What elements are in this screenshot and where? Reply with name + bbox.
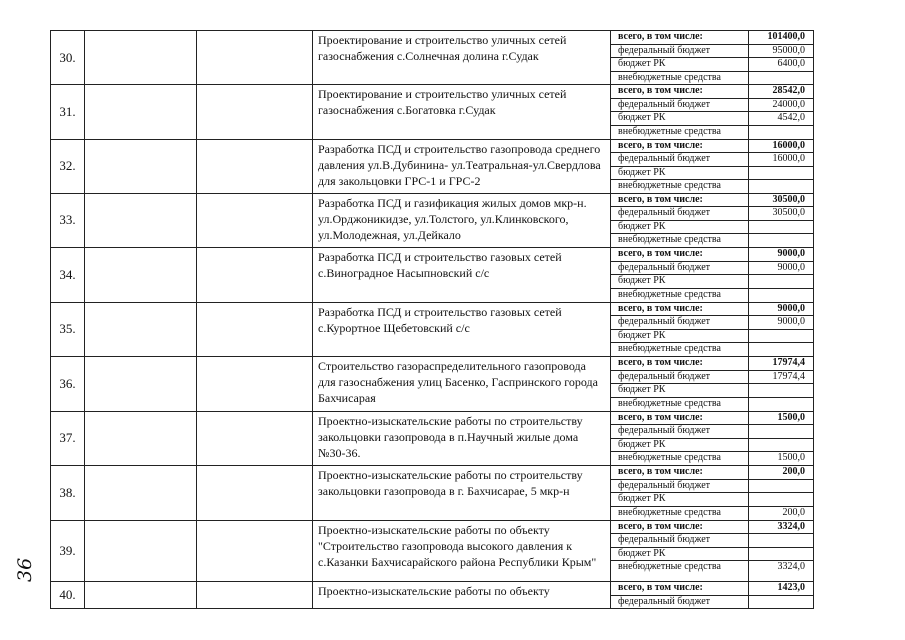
empty-cell [85, 582, 197, 609]
funding-source-label: бюджет РК [611, 166, 749, 180]
funding-source-value: 200,0 [749, 506, 814, 520]
funding-source-value [749, 220, 814, 234]
funding-total-label: всего, в том числе: [611, 31, 749, 45]
funding-source-label: федеральный бюджет [611, 153, 749, 167]
funding-source-label: внебюджетные средства [611, 343, 749, 357]
empty-cell [85, 248, 197, 303]
funding-source-value [749, 384, 814, 398]
funding-source-label: бюджет РК [611, 112, 749, 126]
funding-source-label: внебюджетные средства [611, 397, 749, 411]
funding-source-value: 95000,0 [749, 44, 814, 58]
funding-total-label: всего, в том числе: [611, 193, 749, 207]
funding-total-label: всего, в том числе: [611, 357, 749, 371]
funding-source-label: бюджет РК [611, 547, 749, 561]
funding-source-value [749, 479, 814, 493]
row-number: 31. [51, 85, 85, 140]
funding-source-label: федеральный бюджет [611, 425, 749, 439]
empty-cell [197, 411, 313, 466]
project-name: Проектно-изыскательские работы по строительству закольцовки газопровода в п.Научный жилые дома №30-36. [313, 411, 611, 466]
funding-source-value: 3324,0 [749, 561, 814, 582]
row-number: 30. [51, 31, 85, 85]
funding-source-label: внебюджетные средства [611, 561, 749, 582]
funding-source-value [749, 71, 814, 85]
funding-source-value [749, 547, 814, 561]
table-row [51, 85, 814, 99]
funding-source-label: федеральный бюджет [611, 261, 749, 275]
funding-source-label: бюджет РК [611, 58, 749, 72]
row-number: 38. [51, 466, 85, 521]
table-row [51, 31, 814, 45]
row-number: 34. [51, 248, 85, 303]
funding-total-label: всего, в том числе: [611, 582, 749, 596]
funding-source-label: федеральный бюджет [611, 534, 749, 548]
project-name: Проектно-изыскательские работы по объекту "Строительство газопровода высокого давления к с.Казанки Бахчисарайского района Республики Крым" [313, 520, 611, 582]
project-name: Разработка ПСД и газификация жилых домов мкр-н. ул.Орджоникидзе, ул.Толстого, ул.Клинковского, ул.Молодежная, ул.Дейкало [313, 193, 611, 248]
empty-cell [197, 31, 313, 85]
row-number: 33. [51, 193, 85, 248]
funding-total-value: 1500,0 [749, 411, 814, 425]
table-row [51, 248, 814, 262]
table-body [51, 31, 814, 609]
empty-cell [197, 85, 313, 140]
funding-source-value: 24000,0 [749, 98, 814, 112]
row-number: 32. [51, 139, 85, 193]
row-number: 35. [51, 302, 85, 357]
table-row [51, 411, 814, 425]
empty-cell [85, 357, 197, 412]
funding-source-label: внебюджетные средства [611, 71, 749, 85]
funding-source-value: 1500,0 [749, 452, 814, 466]
table-row [51, 582, 814, 596]
funding-source-label: внебюджетные средства [611, 125, 749, 139]
funding-total-value: 28542,0 [749, 85, 814, 99]
funding-source-value [749, 125, 814, 139]
empty-cell [85, 139, 197, 193]
funding-source-label: федеральный бюджет [611, 207, 749, 221]
project-name: Проектно-изыскательские работы по строительству закольцовки газопровода в г. Бахчисарае, 5 мкр-н [313, 466, 611, 521]
funding-source-value [749, 397, 814, 411]
funding-total-value: 200,0 [749, 466, 814, 480]
table-row [51, 520, 814, 534]
empty-cell [197, 193, 313, 248]
funding-source-label: бюджет РК [611, 384, 749, 398]
funding-total-value: 9000,0 [749, 302, 814, 316]
budget-table [50, 30, 814, 609]
funding-source-value: 4542,0 [749, 112, 814, 126]
table-row [51, 357, 814, 371]
empty-cell [197, 466, 313, 521]
funding-source-value [749, 288, 814, 302]
funding-total-label: всего, в том числе: [611, 520, 749, 534]
empty-cell [85, 520, 197, 582]
funding-source-label: бюджет РК [611, 438, 749, 452]
funding-source-label: бюджет РК [611, 275, 749, 289]
funding-source-value [749, 275, 814, 289]
empty-cell [85, 85, 197, 140]
funding-total-value: 16000,0 [749, 139, 814, 153]
project-name: Проектно-изыскательские работы по объекту [313, 582, 611, 609]
page-number: 36 [14, 557, 36, 582]
row-number: 40. [51, 582, 85, 609]
table-row [51, 139, 814, 153]
funding-source-value: 17974,4 [749, 370, 814, 384]
empty-cell [85, 466, 197, 521]
table-row [51, 302, 814, 316]
row-number: 37. [51, 411, 85, 466]
project-name: Разработка ПСД и строительство газовых сетей с.Виноградное Насыпновский с/с [313, 248, 611, 303]
funding-source-label: федеральный бюджет [611, 44, 749, 58]
funding-total-label: всего, в том числе: [611, 248, 749, 262]
funding-source-label: бюджет РК [611, 220, 749, 234]
funding-source-label: внебюджетные средства [611, 180, 749, 194]
funding-source-value [749, 329, 814, 343]
project-name: Строительство газораспределительного газопровода для газоснабжения улиц Басенко, Гаспринского города Бахчисарая [313, 357, 611, 412]
funding-total-label: всего, в том числе: [611, 466, 749, 480]
empty-cell [197, 357, 313, 412]
funding-source-value: 9000,0 [749, 261, 814, 275]
funding-total-value: 1423,0 [749, 582, 814, 596]
empty-cell [85, 193, 197, 248]
row-number: 39. [51, 520, 85, 582]
empty-cell [197, 520, 313, 582]
funding-total-value: 3324,0 [749, 520, 814, 534]
funding-total-value: 17974,4 [749, 357, 814, 371]
funding-total-value: 101400,0 [749, 31, 814, 45]
funding-total-label: всего, в том числе: [611, 85, 749, 99]
funding-source-value: 30500,0 [749, 207, 814, 221]
project-name: Проектирование и строительство уличных сетей газоснабжения с.Солнечная долина г.Судак [313, 31, 611, 85]
table-row [51, 193, 814, 207]
funding-source-label: внебюджетные средства [611, 452, 749, 466]
funding-source-label: бюджет РК [611, 493, 749, 507]
funding-source-label: бюджет РК [611, 329, 749, 343]
funding-source-label: федеральный бюджет [611, 370, 749, 384]
row-number: 36. [51, 357, 85, 412]
funding-source-value: 16000,0 [749, 153, 814, 167]
funding-source-label: федеральный бюджет [611, 595, 749, 609]
funding-source-label: внебюджетные средства [611, 288, 749, 302]
empty-cell [85, 31, 197, 85]
funding-source-label: внебюджетные средства [611, 234, 749, 248]
funding-source-value [749, 493, 814, 507]
funding-source-value [749, 166, 814, 180]
funding-total-label: всего, в том числе: [611, 302, 749, 316]
table-row [51, 466, 814, 480]
empty-cell [197, 582, 313, 609]
empty-cell [197, 139, 313, 193]
funding-source-value [749, 234, 814, 248]
empty-cell [85, 411, 197, 466]
funding-source-value [749, 180, 814, 194]
project-name: Разработка ПСД и строительство газопровода среднего давления ул.В.Дубинина- ул.Театральная-ул.Свердлова для закольцовки ГРС-1 и ГРС-2 [313, 139, 611, 193]
funding-source-label: федеральный бюджет [611, 316, 749, 330]
project-name: Разработка ПСД и строительство газовых сетей с.Курортное Щебетовский с/с [313, 302, 611, 357]
funding-source-value [749, 438, 814, 452]
funding-source-value [749, 595, 814, 609]
funding-source-value [749, 425, 814, 439]
funding-source-value [749, 343, 814, 357]
empty-cell [85, 302, 197, 357]
funding-total-label: всего, в том числе: [611, 411, 749, 425]
funding-total-value: 30500,0 [749, 193, 814, 207]
empty-cell [197, 248, 313, 303]
funding-source-label: федеральный бюджет [611, 98, 749, 112]
empty-cell [197, 302, 313, 357]
funding-source-value: 6400,0 [749, 58, 814, 72]
funding-total-value: 9000,0 [749, 248, 814, 262]
funding-source-value: 9000,0 [749, 316, 814, 330]
funding-source-value [749, 534, 814, 548]
funding-total-label: всего, в том числе: [611, 139, 749, 153]
project-name: Проектирование и строительство уличных сетей газоснабжения с.Богатовка г.Судак [313, 85, 611, 140]
funding-source-label: внебюджетные средства [611, 506, 749, 520]
funding-source-label: федеральный бюджет [611, 479, 749, 493]
